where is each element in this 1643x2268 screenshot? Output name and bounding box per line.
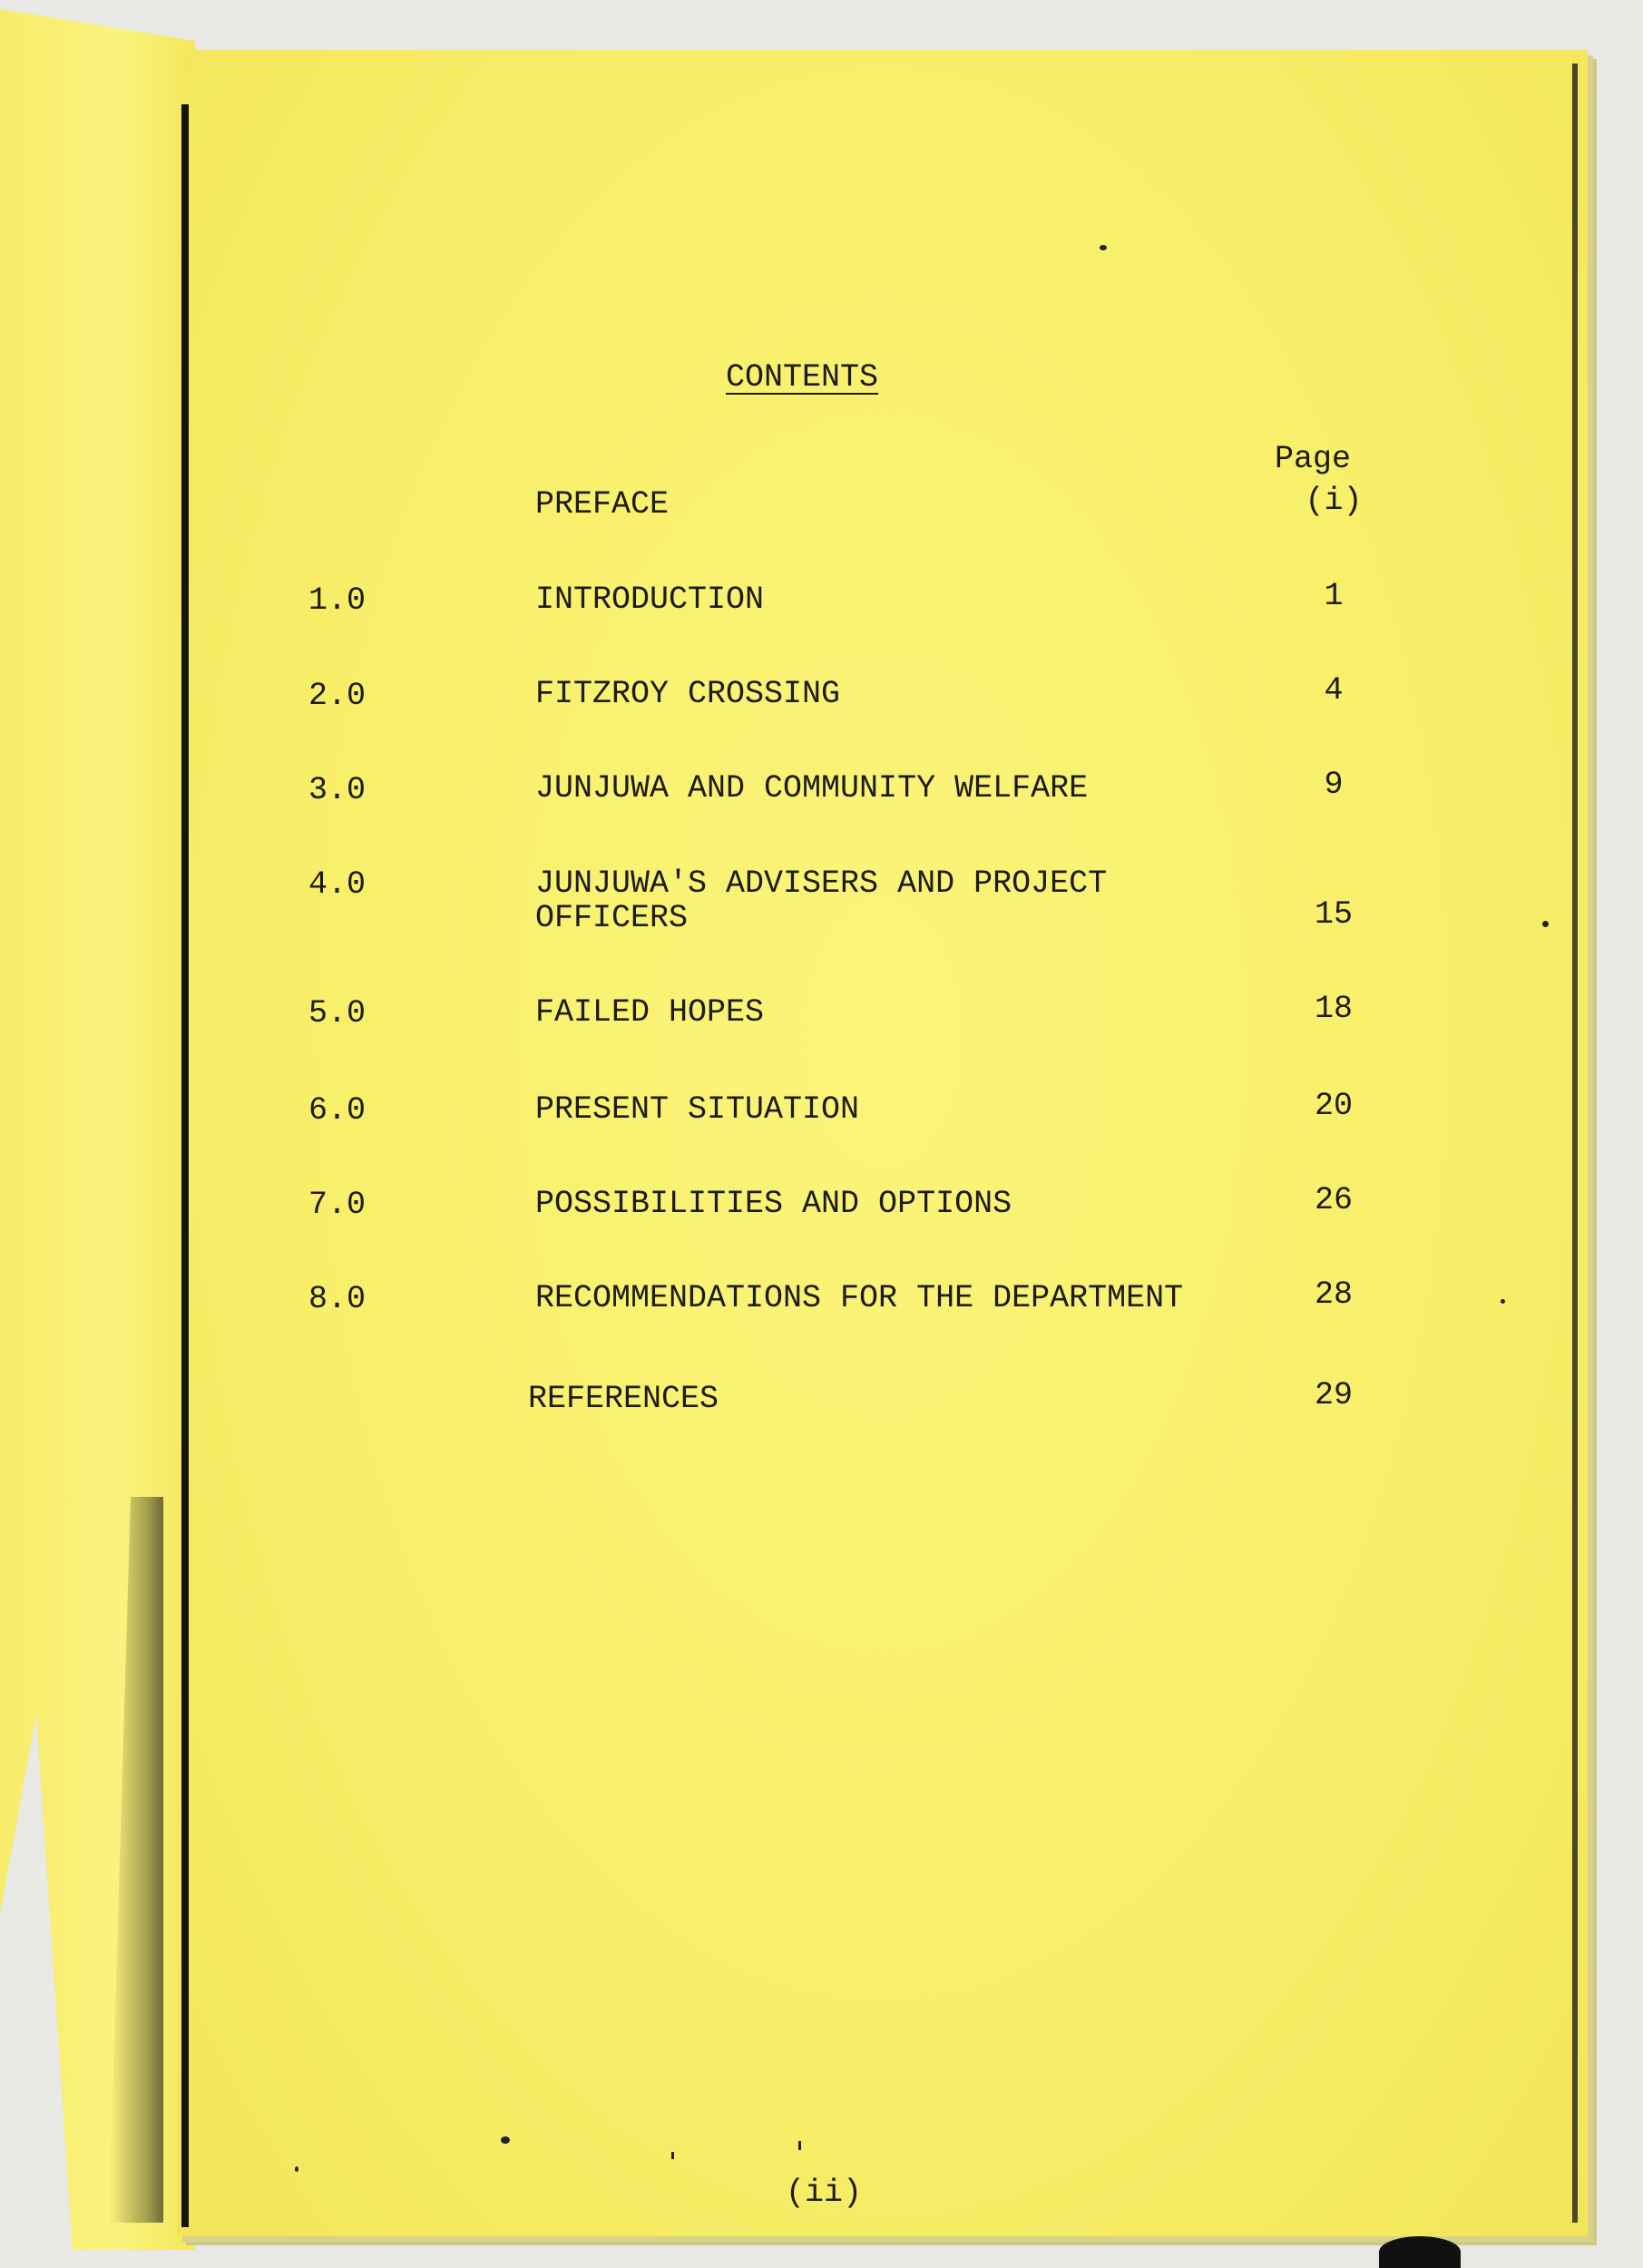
toc-entry-page: 28 xyxy=(1314,1276,1353,1313)
toc-entry-page: 9 xyxy=(1324,767,1344,803)
toc-entry-title: JUNJUWA'S ADVISERS AND PROJECT xyxy=(535,865,1108,902)
toc-entry-title: FAILED HOPES xyxy=(535,994,765,1031)
toc-entry-title: JUNJUWA AND COMMUNITY WELFARE xyxy=(535,770,1089,807)
scan-speck xyxy=(1542,921,1549,927)
toc-entry-page: 15 xyxy=(1314,896,1353,933)
toc-entry-number: 3.0 xyxy=(308,772,367,808)
page-number: (ii) xyxy=(786,2175,863,2211)
toc-entry-number: 4.0 xyxy=(308,866,367,903)
scan-speck xyxy=(798,2141,801,2150)
toc-entry-title: POSSIBILITIES AND OPTIONS xyxy=(535,1186,1012,1222)
toc-entry-page: 26 xyxy=(1314,1182,1353,1218)
scan-speck xyxy=(1100,245,1107,250)
toc-entry-title: RECOMMENDATIONS FOR THE DEPARTMENT xyxy=(535,1280,1184,1316)
scan-speck xyxy=(1501,1299,1505,1304)
toc-entry-number: 2.0 xyxy=(308,678,367,714)
page-column-heading: Page xyxy=(1275,441,1352,477)
toc-entry-page: (i) xyxy=(1305,483,1363,519)
toc-entry-number: 5.0 xyxy=(308,995,367,1031)
scan-speck xyxy=(671,2152,674,2159)
toc-entry-title-continued: OFFICERS xyxy=(535,900,689,936)
toc-entry-page: 29 xyxy=(1314,1377,1353,1413)
toc-entry-number: 8.0 xyxy=(308,1281,367,1317)
toc-entry-title: INTRODUCTION xyxy=(535,582,765,618)
toc-entry-title: FITZROY CROSSING xyxy=(535,676,841,712)
toc-entry-number: 7.0 xyxy=(308,1187,367,1223)
toc-entry-title: REFERENCES xyxy=(528,1381,719,1417)
scan-speck xyxy=(501,2136,510,2144)
toc-entry-title: PREFACE xyxy=(535,486,670,523)
toc-entry-number: 6.0 xyxy=(308,1092,367,1129)
toc-entry-page: 18 xyxy=(1314,991,1353,1027)
toc-entry-page: 1 xyxy=(1324,578,1344,614)
toc-entry-number: 1.0 xyxy=(308,582,367,619)
scan-speck xyxy=(295,2166,298,2172)
toc-entry-page: 4 xyxy=(1324,672,1344,709)
contents-title: CONTENTS xyxy=(726,359,879,396)
toc-entry-page: 20 xyxy=(1314,1088,1353,1124)
toc-entry-title: PRESENT SITUATION xyxy=(535,1091,860,1128)
